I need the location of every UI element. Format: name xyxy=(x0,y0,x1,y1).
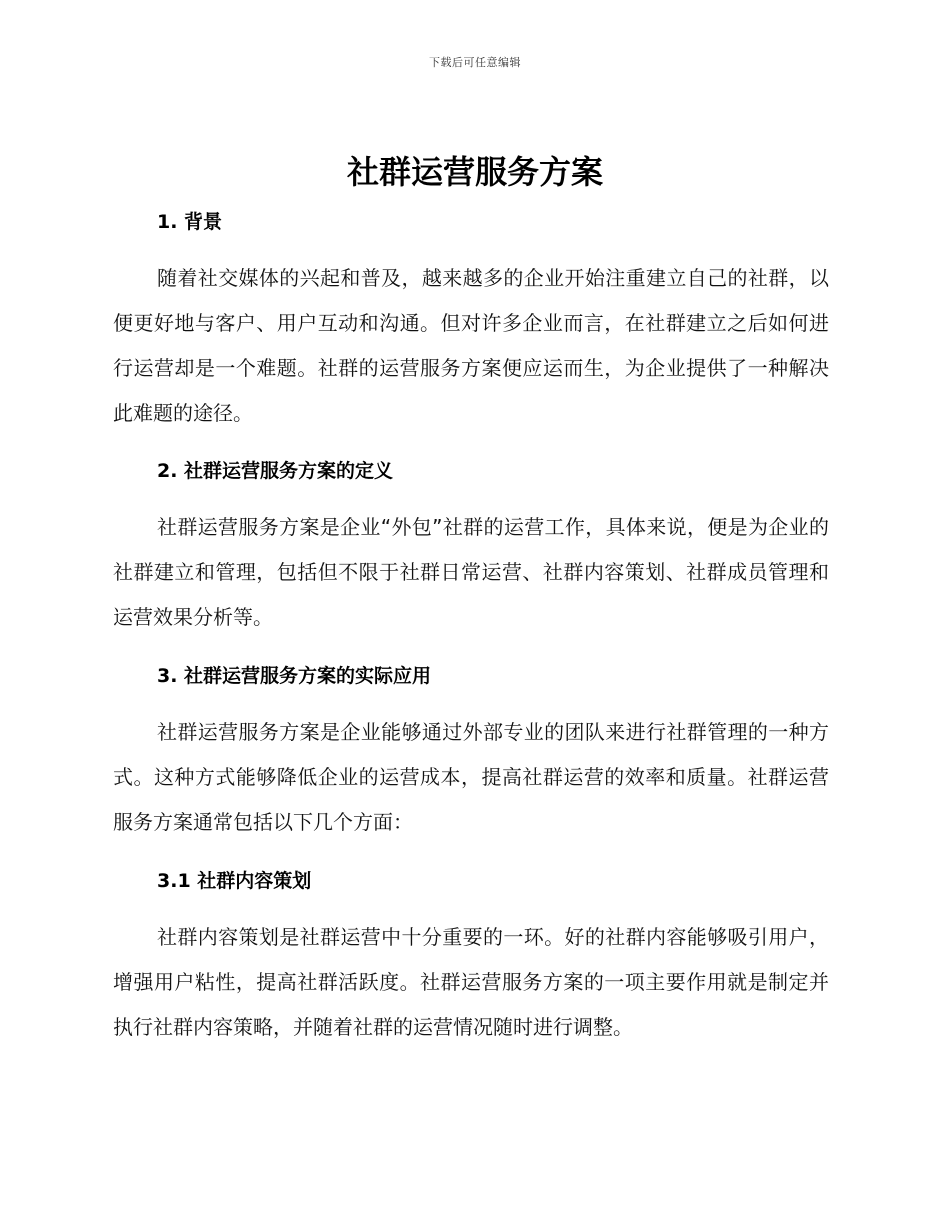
section-heading-content-planning: 3.1 社群内容策划 xyxy=(157,870,312,892)
document-title: 社群运营服务方案 xyxy=(346,153,603,191)
section-heading-definition: 2. 社群运营服务方案的定义 xyxy=(157,460,394,482)
section-paragraph-content-planning: 社群内容策划是社群运营中十分重要的一环。好的社群内容能够吸引用户，增强用户粘性，提高社群活跃度。社群运营服务方案的一项主要作用就是制定并执行社群内容策略，并随着社群的运营情况随时进行调整。 xyxy=(113,925,829,1039)
header-note: 下载后可任意编辑 xyxy=(429,56,521,69)
section-heading-application: 3. 社群运营服务方案的实际应用 xyxy=(157,665,432,687)
section-paragraph-definition: 社群运营服务方案是企业“外包”社群的运营工作，具体来说，便是为企业的社群建立和管理，包括但不限于社群日常运营、社群内容策划、社群成员管理和运营效果分析等。 xyxy=(113,515,829,629)
section-paragraph-application: 社群运营服务方案是企业能够通过外部专业的团队来进行社群管理的一种方式。这种方式能够降低企业的运营成本，提高社群运营的效率和质量。社群运营服务方案通常包括以下几个方面： xyxy=(113,720,829,834)
section-paragraph-background: 随着社交媒体的兴起和普及，越来越多的企业开始注重建立自己的社群，以便更好地与客户、用户互动和沟通。但对许多企业而言，在社群建立之后如何进行运营却是一个难题。社群的运营服务方案便应运而生，为企业提供了一种解决此难题的途径。 xyxy=(113,266,829,425)
section-heading-background: 1. 背景 xyxy=(157,211,223,233)
